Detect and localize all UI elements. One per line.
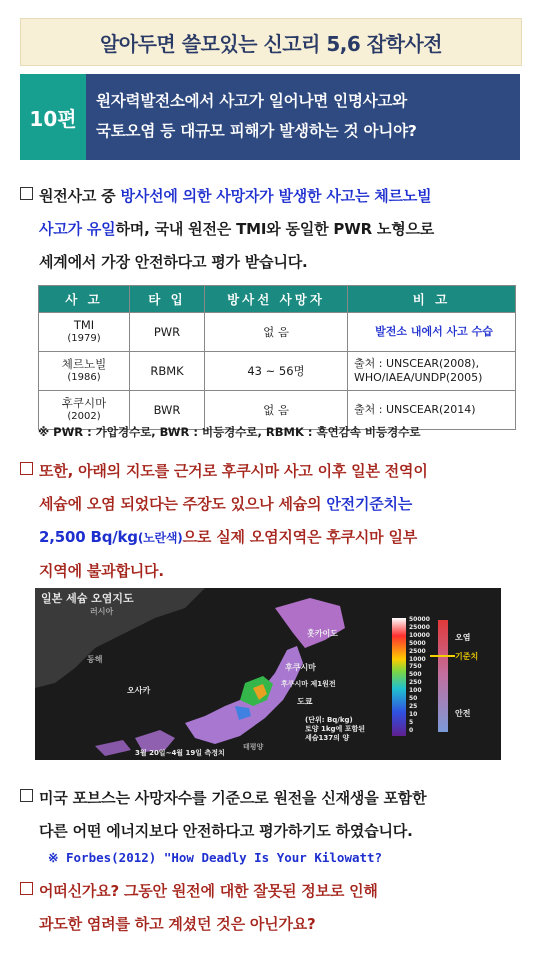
paragraph-1	[20, 180, 530, 279]
scale-value: 25	[409, 702, 418, 710]
scale-value: 5	[409, 718, 414, 726]
table-footnote: ※ PWR : 가압경수로, BWR : 비등경수로, RBMK : 흑연감속 비등경수로	[38, 425, 421, 439]
paragraph-3	[20, 782, 530, 848]
checkbox-bullet-icon	[20, 882, 33, 895]
map-scale-labels	[409, 616, 430, 735]
map-label-standard: 기준치	[455, 652, 479, 661]
scale-value: 25000	[409, 623, 430, 631]
unit-note-3: 세슘137의 양	[305, 734, 350, 742]
scale-value: 500	[409, 671, 422, 679]
cell-year: (2002)	[67, 411, 101, 422]
scale-value: 10000	[409, 631, 430, 639]
cell-type: PWR	[130, 313, 205, 352]
para2-text-3: 으로 실제 오염지역은 후쿠시마 일부	[182, 528, 418, 546]
cell-deaths: 43 ~ 56명	[205, 352, 348, 391]
cell-note: 출처 : UNSCEAR(2014)	[348, 391, 516, 430]
map-label-pacific: 태평양	[243, 743, 264, 751]
paragraph-4	[20, 875, 530, 941]
episode-header	[20, 74, 520, 160]
scale-value: 10	[409, 710, 418, 718]
checkbox-bullet-icon	[20, 789, 33, 802]
para1-highlight-2: 사고가 유일	[39, 220, 116, 238]
scale-value: 1000	[409, 655, 426, 663]
episode-question-line2: 국토오염 등 대규모 피해가 발생하는 것 아니야?	[96, 122, 417, 140]
map-label-plant: 후쿠시마 제1원전	[281, 680, 336, 688]
scale-value: 50	[409, 695, 418, 703]
cell-note-line1: 출처 : UNSCEAR(2008),	[354, 357, 480, 370]
cesium-map	[35, 588, 501, 760]
map-label-osaka: 오사카	[127, 686, 151, 695]
para2-text-2: 세슘에 오염 되었다는 주장도 있으나 세슘의	[39, 495, 327, 513]
para1-highlight: 방사선에 의한 사망자가 발생한 사고는 체르노빌	[120, 187, 432, 205]
map-label-fukushima: 후쿠시마	[285, 663, 316, 672]
unit-note-1: (단위: Bq/kg)	[305, 716, 353, 724]
paragraph-2	[20, 455, 530, 588]
map-label-tokyo: 도쿄	[297, 697, 313, 706]
para2-highlight: 안전기준치는	[326, 495, 413, 513]
para2-text-1: 또한, 아래의 지도를 근거로 후쿠시마 사고 이후 일본 전역이	[39, 462, 428, 480]
para1-text-2: 하며, 국내 원전은 TMI와 동일한 PWR 노형으로	[115, 220, 435, 238]
para2-value: 2,500 Bq/kg	[39, 528, 138, 546]
para1-text-3: 세계에서 가장 안전하다고 평가 받습니다.	[39, 253, 308, 271]
scale-value: 2500	[409, 647, 426, 655]
scale-value: 0	[409, 726, 414, 734]
title-banner	[20, 18, 522, 66]
episode-label: 10편	[20, 74, 86, 160]
map-label-russia: 러시아	[90, 607, 114, 616]
para3-text-2: 다른 어떤 에너지보다 안전하다고 평가하기도 하였습니다.	[39, 822, 413, 840]
col-deaths: 방사선 사망자	[205, 286, 348, 313]
para3-text-1: 미국 포브스는 사망자수를 기준으로 원전을 신재생을 포함한	[39, 789, 427, 807]
scale-value: 750	[409, 663, 422, 671]
scale-value: 250	[409, 679, 422, 687]
cell-accident: TMI	[73, 318, 95, 332]
col-note: 비 고	[348, 286, 516, 313]
episode-question	[86, 74, 520, 160]
cell-note-line2: WHO/IAEA/UNDP(2005)	[354, 371, 483, 384]
table-row	[39, 313, 516, 352]
map-date-note: 3월 20일~4월 19일 측정치	[135, 749, 225, 757]
col-accident: 사 고	[39, 286, 130, 313]
map-label-east-sea: 동해	[87, 655, 103, 664]
cell-year: (1979)	[67, 333, 101, 344]
scale-value: 50000	[409, 616, 430, 623]
cell-type: BWR	[130, 391, 205, 430]
page-title: 알아두면 쓸모있는 신고리 5,6 잡학사전	[99, 31, 443, 56]
map-label-pollution: 오염	[455, 633, 471, 642]
cell-note: 발전소 내에서 사고 수습	[348, 313, 516, 352]
map-label-hokkaido: 홋카이도	[307, 629, 338, 638]
cell-accident: 후쿠시마	[61, 396, 107, 410]
accident-table	[38, 285, 516, 430]
forbes-source: ※ Forbes(2012) "How Deadly Is Your Kilowatt?	[48, 850, 383, 865]
para4-text-1: 어떠신가요? 그동안 원전에 대한 잘못된 정보로 인해	[39, 882, 378, 900]
para1-text: 원전사고 중	[39, 187, 121, 205]
cell-deaths: 없 음	[205, 391, 348, 430]
checkbox-bullet-icon	[20, 187, 33, 200]
map-title: 일본 세슘 오염지도	[41, 592, 134, 605]
scale-value: 100	[409, 687, 422, 695]
para4-text-2: 과도한 염려를 하고 계셨던 것은 아닌가요?	[39, 915, 316, 933]
cell-type: RBMK	[130, 352, 205, 391]
checkbox-bullet-icon	[20, 462, 33, 475]
para2-text-4: 지역에 불과합니다.	[39, 562, 164, 580]
col-type: 타 입	[130, 286, 205, 313]
scale-value: 5000	[409, 639, 426, 647]
map-label-safe: 안전	[455, 709, 471, 718]
unit-note-2: 토양 1kg에 포함된	[305, 725, 365, 733]
table-row	[39, 352, 516, 391]
cell-accident: 체르노빌	[61, 357, 107, 371]
para2-yellow-note: (노란색)	[137, 531, 183, 545]
map-unit-note	[305, 716, 365, 743]
cell-deaths: 없 음	[205, 313, 348, 352]
episode-question-line1: 원자력발전소에서 사고가 일어나면 인명사고와	[96, 92, 408, 110]
cell-year: (1986)	[67, 372, 101, 383]
cell-note	[348, 352, 516, 391]
